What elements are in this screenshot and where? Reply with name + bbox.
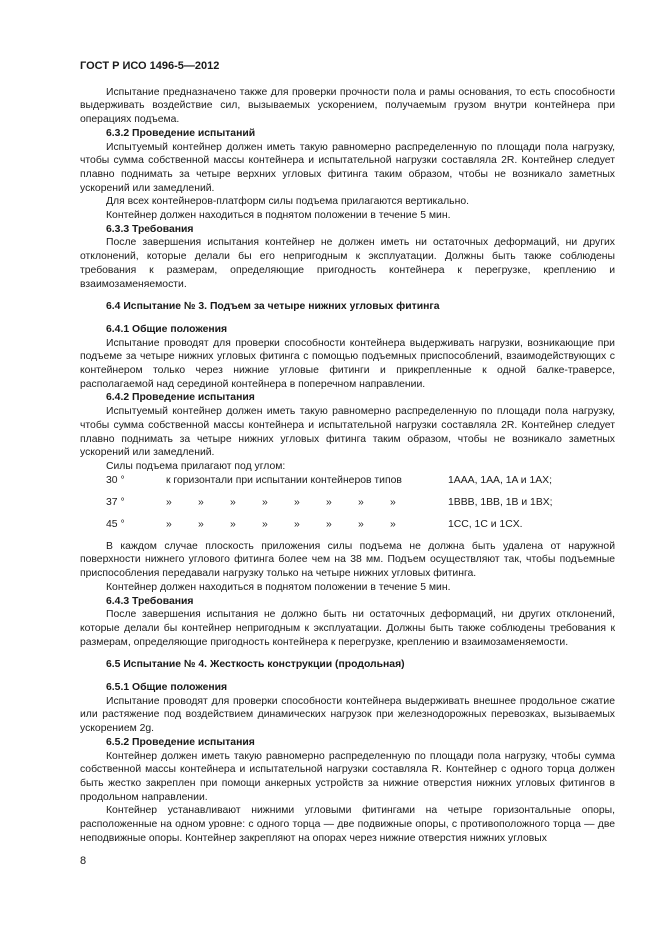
page-number: 8 bbox=[80, 855, 87, 867]
ditto-mark: » bbox=[262, 518, 268, 530]
paragraph: После завершения испытания контейнер не должен иметь ни остаточных деформаций, ни других отклонений, которые делали бы его непригодным к эксплуатации. Должны быть также соблюдены требования к размерам, определяющие пригодность контейнера к перегрузке, креплению и взаимозаменяемости. bbox=[80, 237, 615, 290]
ditto-mark: » bbox=[230, 518, 236, 530]
ditto-mark: » bbox=[358, 496, 364, 508]
document-header: ГОСТ Р ИСО 1496-5—2012 bbox=[80, 60, 220, 72]
heading-6-4-3: 6.4.3 Требования bbox=[106, 595, 194, 607]
ditto-mark: » bbox=[294, 496, 300, 508]
paragraph: Для всех контейнеров-платформ силы подъема прилагаются вертикально. bbox=[106, 196, 469, 208]
container-types: 1AAA, 1AA, 1A и 1AX; bbox=[448, 474, 552, 486]
heading-6-4-2: 6.4.2 Проведение испытания bbox=[106, 392, 255, 404]
container-types: 1CC, 1C и 1CX. bbox=[448, 518, 523, 530]
angle-value: 45 ° bbox=[106, 518, 125, 530]
paragraph: В каждом случае плоскость приложения силы подъема не должна быть удалена от наружной поверхности нижнего углового фитинга более чем на 38 мм. Подъем осуществляют так, чтобы подъемные приспособления передавали нагрузку только на четыре нижних угловых фитинга. bbox=[80, 540, 615, 580]
paragraph-intro: Испытание предназначено также для проверки прочности пола и рамы основания, то есть способности выдерживать воздействие сил, вызываемых ускорением, получаемым грузом внутри контейнера при операциях подъема. bbox=[80, 86, 615, 126]
ditto-mark: » bbox=[390, 518, 396, 530]
angle-list bbox=[80, 474, 615, 540]
ditto-mark: » bbox=[326, 518, 332, 530]
paragraph: Контейнер устанавливают нижними угловыми фитингами на четыре горизонтальные опоры, расположенные на одном уровне: с одного торца — две подвижные опоры, с противоположного торца — две неподвижные опоры. Контейнер закрепляют на опорах через нижние отверстия нижних угловых bbox=[80, 805, 615, 844]
angle-row bbox=[80, 518, 615, 540]
paragraph: Контейнер должен иметь такую равномерно распределенную по площади пола нагрузку, чтобы сумма собственной массы контейнера и испытательной нагрузки составляла R. Контейнер с одного торца должен быть жестко закреплен при помощи анкерных устройств за нижние отверстия нижних угловых фитингов в продольном направлении. bbox=[80, 750, 615, 803]
ditto-mark: » bbox=[262, 496, 268, 508]
paragraph: Испытание проводят для проверки способности контейнера выдерживать внешнее продольное сжатие или растяжение под воздействием динамических нагрузок при железнодорожных перевозках, вызываемых ускорением 2g. bbox=[80, 695, 615, 735]
ditto-mark: » bbox=[294, 518, 300, 530]
ditto-mark: » bbox=[230, 496, 236, 508]
angle-row bbox=[80, 496, 615, 518]
section-6-4-title: 6.4 Испытание № 3. Подъем за четыре нижних угловых фитинга bbox=[106, 301, 440, 313]
heading-6-3-2: 6.3.2 Проведение испытаний bbox=[106, 127, 256, 139]
ditto-mark: » bbox=[166, 518, 172, 530]
heading-6-5-1: 6.5.1 Общие положения bbox=[106, 682, 228, 694]
angle-row bbox=[80, 474, 615, 496]
heading-6-3-3: 6.3.3 Требования bbox=[106, 223, 194, 235]
ditto-mark: » bbox=[358, 518, 364, 530]
container-types: 1BBB, 1BB, 1B и 1BX; bbox=[448, 496, 553, 508]
angle-description: к горизонтали при испытании контейнеров типов bbox=[166, 474, 402, 486]
paragraph: Контейнер должен находиться в поднятом положении в течение 5 мин. bbox=[106, 210, 451, 222]
ditto-mark: » bbox=[166, 496, 172, 508]
paragraph: Испытуемый контейнер должен иметь такую равномерно распределенную по площади пола нагрузку, чтобы сумма собственной массы контейнера и испытательной нагрузки составляла 2R. Контейнер следует плавно поднимать за четыре верхних угловых фитинга таким образом, чтобы не возникало заметных ускорений или замедлений. bbox=[80, 141, 615, 194]
paragraph: Испытуемый контейнер должен иметь такую равномерно распределенную по площади пола нагрузку, чтобы сумма собственной массы контейнера и испытательной нагрузки составляла 2R. Контейнер следует плавно поднимать за четыре нижних угловых фитинга таким образом, чтобы не возникало заметных ускорений или замедлений. bbox=[80, 406, 615, 459]
section-6-5-title: 6.5 Испытание № 4. Жесткость конструкции (продольная) bbox=[106, 659, 405, 671]
paragraph: После завершения испытания не должно быть ни остаточных деформаций, ни других отклонений, которые делали бы контейнер непригодным к эксплуатации. Должны быть также соблюдены требования к размерам, определяющие пригодность контейнера к перегрузке, креплению и взаимозаменяемости. bbox=[80, 609, 615, 648]
ditto-marks bbox=[166, 518, 428, 532]
angle-value: 37 ° bbox=[106, 496, 125, 508]
ditto-mark: » bbox=[198, 496, 204, 508]
paragraph: Силы подъема прилагают под углом: bbox=[106, 460, 286, 472]
ditto-mark: » bbox=[198, 518, 204, 530]
paragraph: Испытание проводят для проверки способности контейнера выдерживать нагрузки, возникающие при подъеме за четыре нижних угловых фитинга с помощью подъемных приспособлений, взаимодействующих с контейнером только через нижние угловые фитинги и прикрепленные к одной балке-траверсе, располагаемой над серединой контейнера в поперечном направлении. bbox=[80, 337, 615, 390]
ditto-marks bbox=[166, 496, 428, 510]
ditto-mark: » bbox=[326, 496, 332, 508]
angle-value: 30 ° bbox=[106, 474, 125, 486]
ditto-mark: » bbox=[390, 496, 396, 508]
heading-6-5-2: 6.5.2 Проведение испытания bbox=[106, 736, 255, 748]
paragraph: Контейнер должен находиться в поднятом положении в течение 5 мин. bbox=[106, 581, 451, 593]
heading-6-4-1: 6.4.1 Общие положения bbox=[106, 323, 228, 335]
document-page bbox=[80, 60, 615, 845]
